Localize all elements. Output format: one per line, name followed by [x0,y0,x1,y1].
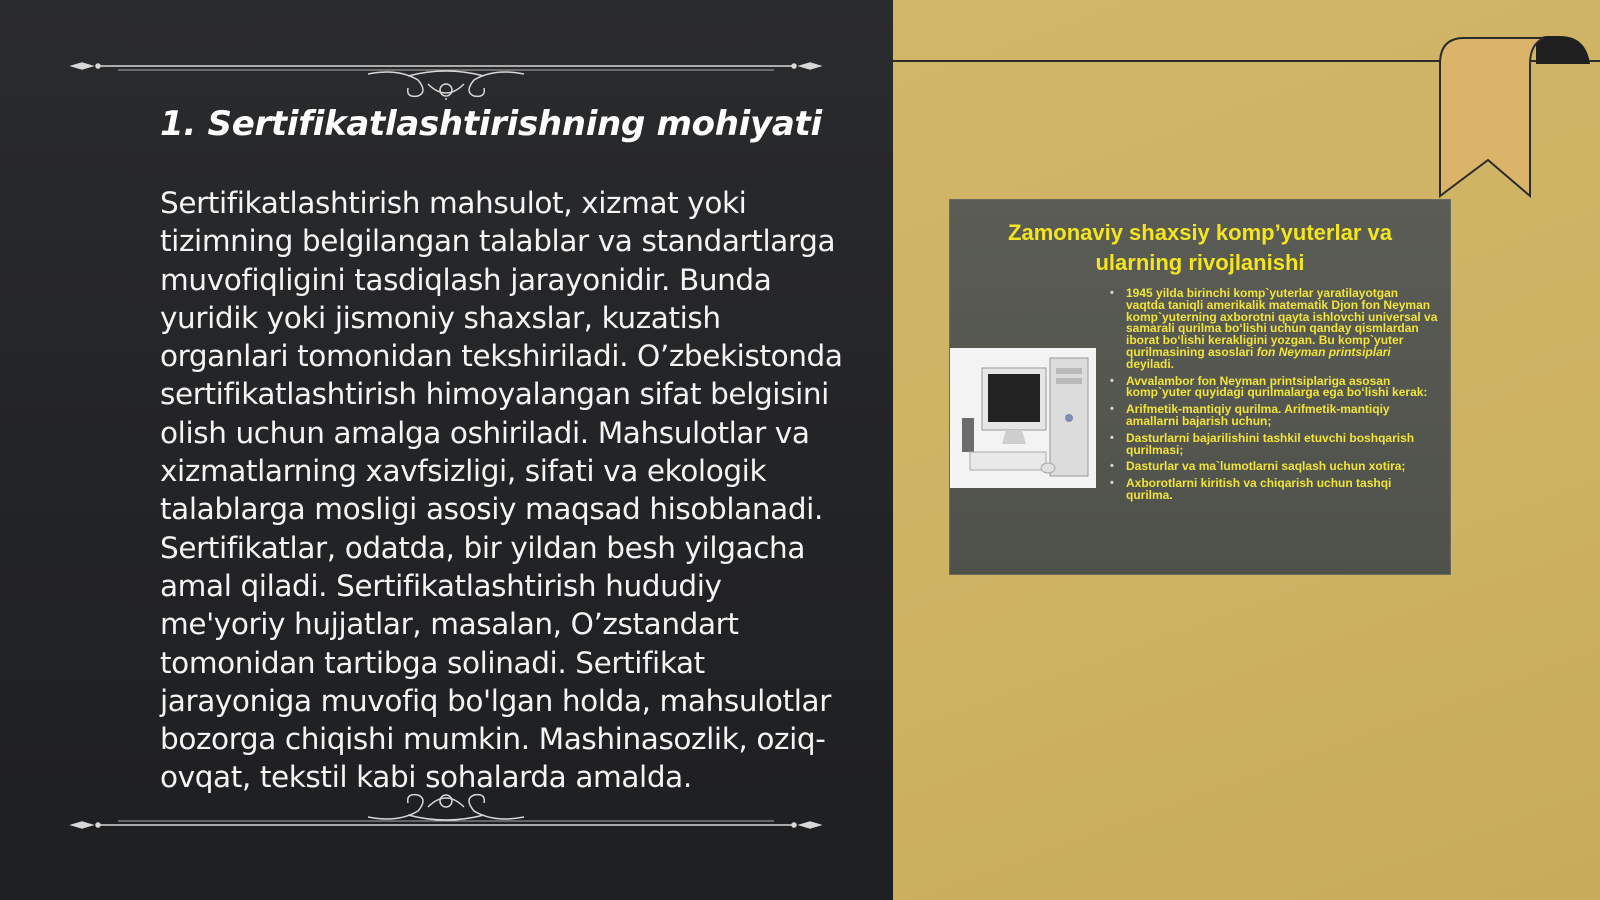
list-item-text: Dasturlar va ma`lumotlarni saqlash uchun xotira; [1126,459,1406,474]
bullet-icon: • [1110,460,1114,473]
list-item-text: Axborotlarni kiritish va chiqarish uchun tashqi qurilma. [1126,476,1392,502]
bullet-icon: • [1110,374,1114,387]
inset-title [950,218,1450,278]
inset-bullet-list [1110,288,1440,507]
list-item-text: Arifmetik-mantiqiy qurilma. Arifmetik-mantiqiy amallarni bajarish uchun; [1126,402,1390,428]
list-item-emphasis: fon Neyman printsiplari [1256,344,1391,359]
bullet-icon: • [1110,431,1114,444]
inset-title-line: ularning rivojlanishi [1095,250,1305,275]
list-item-tail: deyiladi. [1126,356,1175,371]
list-item-text: Avvalambor fon Neyman printsiplariga asosan komp`yuter quyidagi qurilmalarga ega bo‘lishi kerak: [1126,373,1428,400]
list-item [1110,461,1440,473]
list-item [1110,404,1440,428]
bookmark-icon [1430,34,1600,204]
bullet-icon: • [1110,403,1114,416]
list-item [1110,430,1440,457]
list-item-text: Dasturlarni bajarilishini tashkil etuvchi boshqarish qurilmasi; [1126,430,1415,457]
bullet-icon: • [1110,477,1114,490]
list-item [1110,373,1440,400]
list-item-text: 1945 yilda birinchi komp`yuterlar yaratilayotgan vaqtda taniqli amerikalik matematik Djon fon Neyman komp`yuterning axborotni qayta ishlovchi universal va samarali qurilma bo‘lishi uchun qanday qismlardan iborat bo‘lishi kerakligini yozgan. Bu komp`yuter qurilmasining asoslari [1126,286,1438,359]
bullet-icon: • [1110,287,1114,299]
list-item [1110,478,1440,502]
slide-body-text: Sertifikatlashtirish mahsulot, xizmat yoki tizimning belgilangan talablar va standartlarga muvofiqligini tasdiqlash jarayonidir. Bunda yuridik yoki jismoniy shaxslar, kuzatish organlari tomonidan tekshiriladi. O’zbekistonda sertifikatlashtirish himoyalangan sifat belgisini olish uchun amalga oshiriladi. Mahsulotlar va xizmatlarning xavfsizligi, sifati va ekologik talablarga mosligi asosiy maqsad hisoblanadi. Sertifikatlar, odatda, bir yildan besh yilgacha amal qiladi. Sertifikatlashtirish hududiy me'yoriy hujjatlar, masalan, O’zstandart tomonidan tartibga solinadi. Sertifikat jarayoniga muvofiq bo'lgan holda, mahsulotlar bozorga chiqishi mumkin. Mashinasozlik, oziq-ovqat, tekstil kabi sohalarda amalda. [160,186,843,795]
list-item [1110,288,1440,371]
computer-icon [950,348,1096,488]
embedded-slide-image [950,200,1450,574]
scroll-ornament-icon [68,775,824,835]
inset-title-line: Zamonaviy shaxsiy komp’yuterlar va [1008,220,1392,245]
slide-title: 1. Sertifikatlashtirishning mohiyati [160,104,822,144]
scroll-ornament-icon [68,40,824,100]
